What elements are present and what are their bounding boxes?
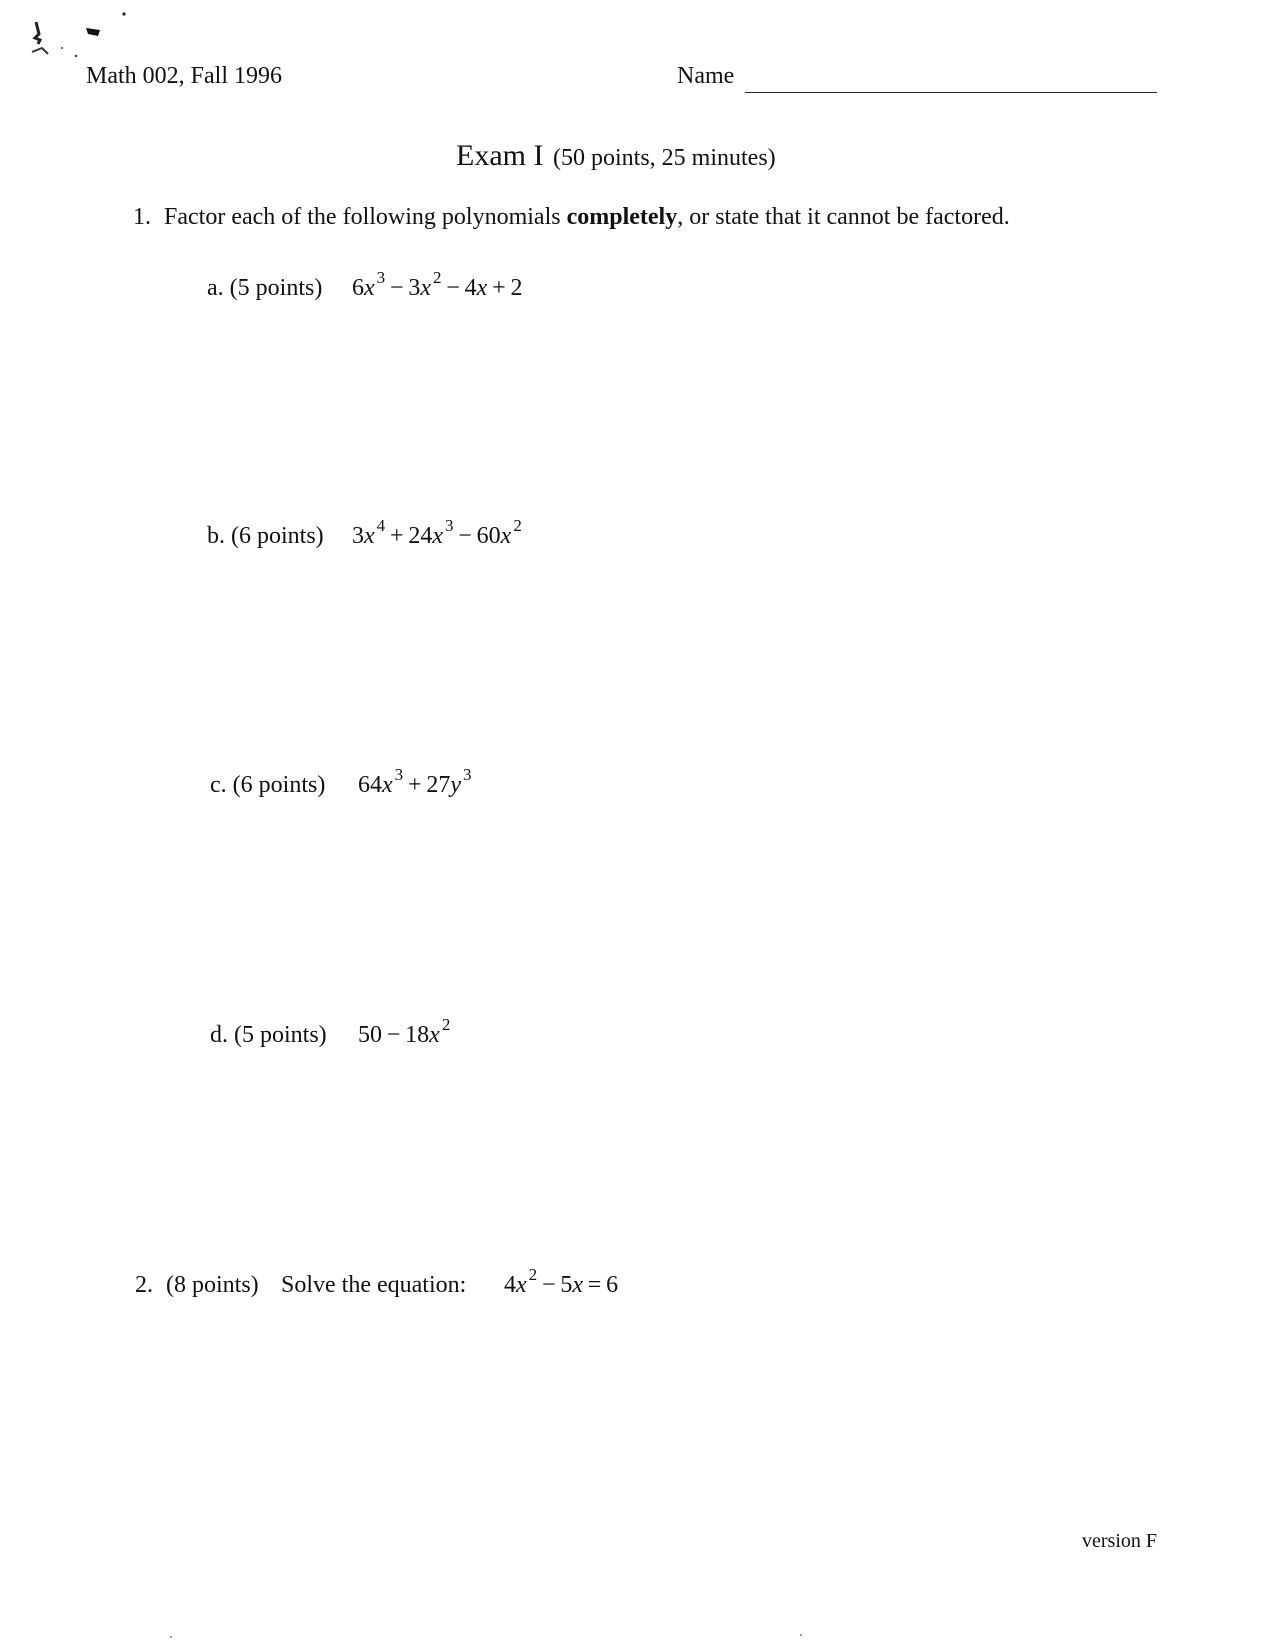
question-1-text-bold: completely bbox=[566, 204, 678, 230]
part-d-label: d. (5 points) bbox=[210, 1022, 327, 1048]
question-2-expression: 4x $^2$ − 5x = 6 bbox=[504, 1265, 619, 1298]
version-label: version F bbox=[1082, 1530, 1157, 1552]
part-c-expression: 64x $^3$ + 27y $^3$ bbox=[358, 765, 472, 798]
course-title: Math 002, Fall 1996 bbox=[86, 63, 282, 89]
part-c-label: c. (6 points) bbox=[210, 772, 326, 798]
name-label: Name bbox=[677, 63, 735, 89]
question-1-text-before: Factor each of the following polynomials bbox=[164, 204, 567, 230]
part-a-expression: 6x $^3$ − 3x $^2$ − 4x + 2 bbox=[352, 268, 523, 301]
scan-dot bbox=[800, 1634, 802, 1636]
exam-meta: (50 points, 25 minutes) bbox=[553, 145, 776, 171]
scan-artifact-marks bbox=[26, 8, 146, 58]
scan-dot bbox=[170, 1636, 172, 1638]
exam-title: Exam I bbox=[456, 139, 544, 172]
question-2-number: 2. bbox=[135, 1272, 153, 1298]
question-1-number: 1. bbox=[133, 204, 151, 230]
part-b-expression: 3x $^4$ + 24x $^3$ − 60x $^2$ bbox=[352, 516, 522, 549]
part-d-expression: 50 − 18x $^2$ bbox=[358, 1015, 451, 1048]
question-2-points: (8 points) bbox=[166, 1272, 259, 1298]
question-1-prompt bbox=[164, 204, 1010, 231]
question-2-prompt: Solve the equation: bbox=[281, 1272, 467, 1298]
name-field-line[interactable] bbox=[745, 92, 1157, 93]
part-a-label: a. (5 points) bbox=[207, 275, 323, 301]
question-1-text-after: , or state that it cannot be factored. bbox=[677, 204, 1010, 230]
part-b-label: b. (6 points) bbox=[207, 523, 324, 549]
